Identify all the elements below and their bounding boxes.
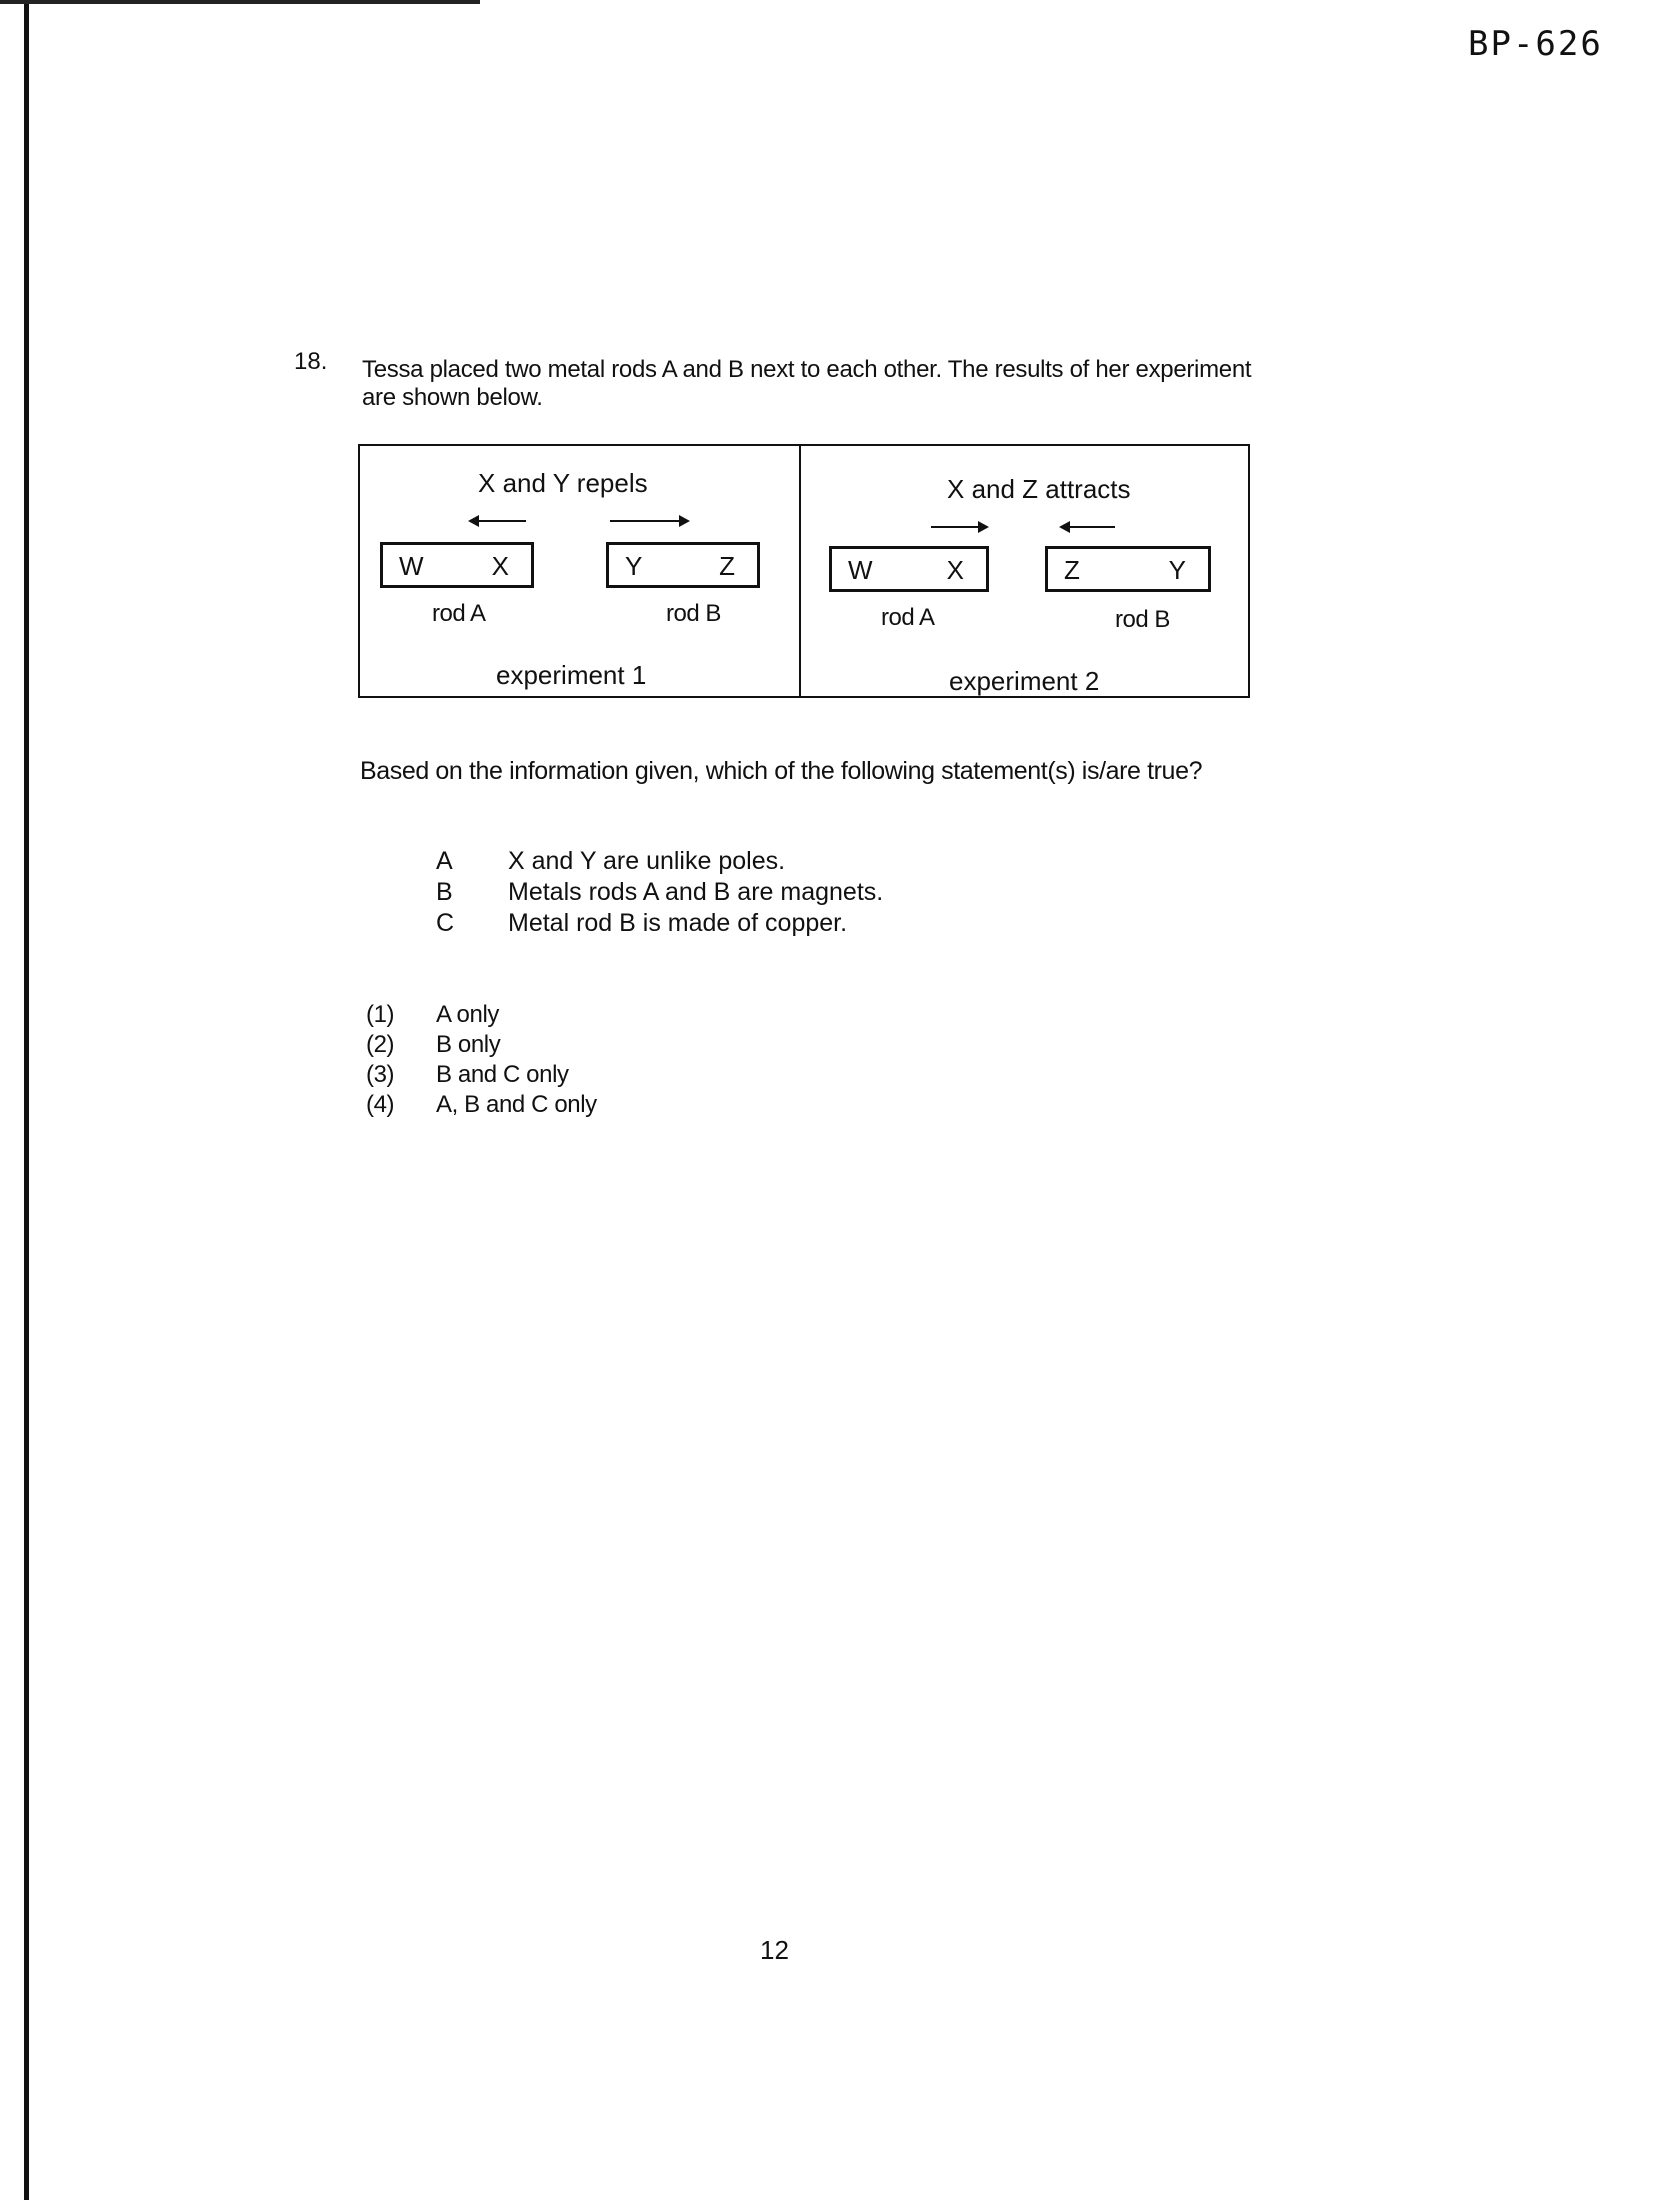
experiment-1-rod-a (380, 542, 534, 588)
experiment-1-caption: experiment 1 (496, 660, 647, 690)
experiment-2-panel (801, 446, 1248, 696)
page-number: 12 (760, 1935, 789, 1965)
pole-z: Z (1064, 555, 1080, 585)
answer-options (366, 1000, 597, 1120)
document-code: BP-626 (1468, 24, 1603, 64)
experiment-diagram (358, 444, 1250, 698)
pole-w: W (848, 555, 873, 585)
option-text: B only (436, 1031, 501, 1058)
statement-text: Metal rod B is made of copper. (508, 909, 848, 937)
pole-y: Y (625, 551, 643, 581)
pole-z: Z (719, 551, 735, 581)
answer-option (366, 1060, 597, 1090)
experiment-1-force-label: X and Y repels (478, 468, 648, 498)
statement-item (436, 846, 883, 877)
statement-item (436, 908, 883, 939)
experiment-2-force-label: X and Z attracts (947, 474, 1131, 504)
statement-list (436, 846, 883, 939)
option-text: A only (436, 1001, 499, 1028)
experiment-2-rod-a (829, 546, 989, 592)
statement-letter: B (436, 878, 453, 906)
option-number: (3) (366, 1061, 395, 1088)
pole-w: W (399, 551, 424, 581)
option-number: (1) (366, 1001, 395, 1028)
statement-letter: C (436, 909, 455, 937)
experiment-2-rod-b-label: rod B (1115, 606, 1170, 633)
experiment-1-panel (360, 446, 801, 696)
option-number: (4) (366, 1091, 395, 1118)
left-arrow-icon (470, 520, 526, 522)
option-text: A, B and C only (436, 1091, 597, 1118)
right-arrow-icon (610, 520, 688, 522)
statement-text: X and Y are unlike poles. (508, 847, 786, 875)
experiment-1-rod-b-label: rod B (666, 600, 721, 627)
question-number: 18. (294, 348, 328, 375)
experiment-2-rod-a-label: rod A (881, 604, 935, 631)
pole-y: Y (1168, 555, 1186, 585)
statement-text: Metals rods A and B are magnets. (508, 878, 884, 906)
option-number: (2) (366, 1031, 395, 1058)
scan-edge-top (0, 0, 480, 4)
experiment-1-rod-b (606, 542, 760, 588)
answer-option (366, 1090, 597, 1120)
left-arrow-icon (1061, 526, 1115, 528)
answer-option (366, 1030, 597, 1060)
scan-edge-left (24, 0, 29, 2200)
question-stem: Tessa placed two metal rods A and B next to each other. The results of her experiment are shown below. (362, 356, 1252, 411)
right-arrow-icon (931, 526, 987, 528)
answer-option (366, 1000, 597, 1030)
experiment-2-rod-b (1045, 546, 1211, 592)
option-text: B and C only (436, 1061, 569, 1088)
experiment-1-rod-a-label: rod A (432, 600, 486, 627)
pole-x: X (491, 551, 509, 581)
experiment-2-caption: experiment 2 (949, 666, 1100, 696)
statement-item (436, 877, 883, 908)
statement-letter: A (436, 847, 453, 875)
question-prompt: Based on the information given, which of the following statement(s) is/are true? (360, 757, 1203, 785)
pole-x: X (946, 555, 964, 585)
